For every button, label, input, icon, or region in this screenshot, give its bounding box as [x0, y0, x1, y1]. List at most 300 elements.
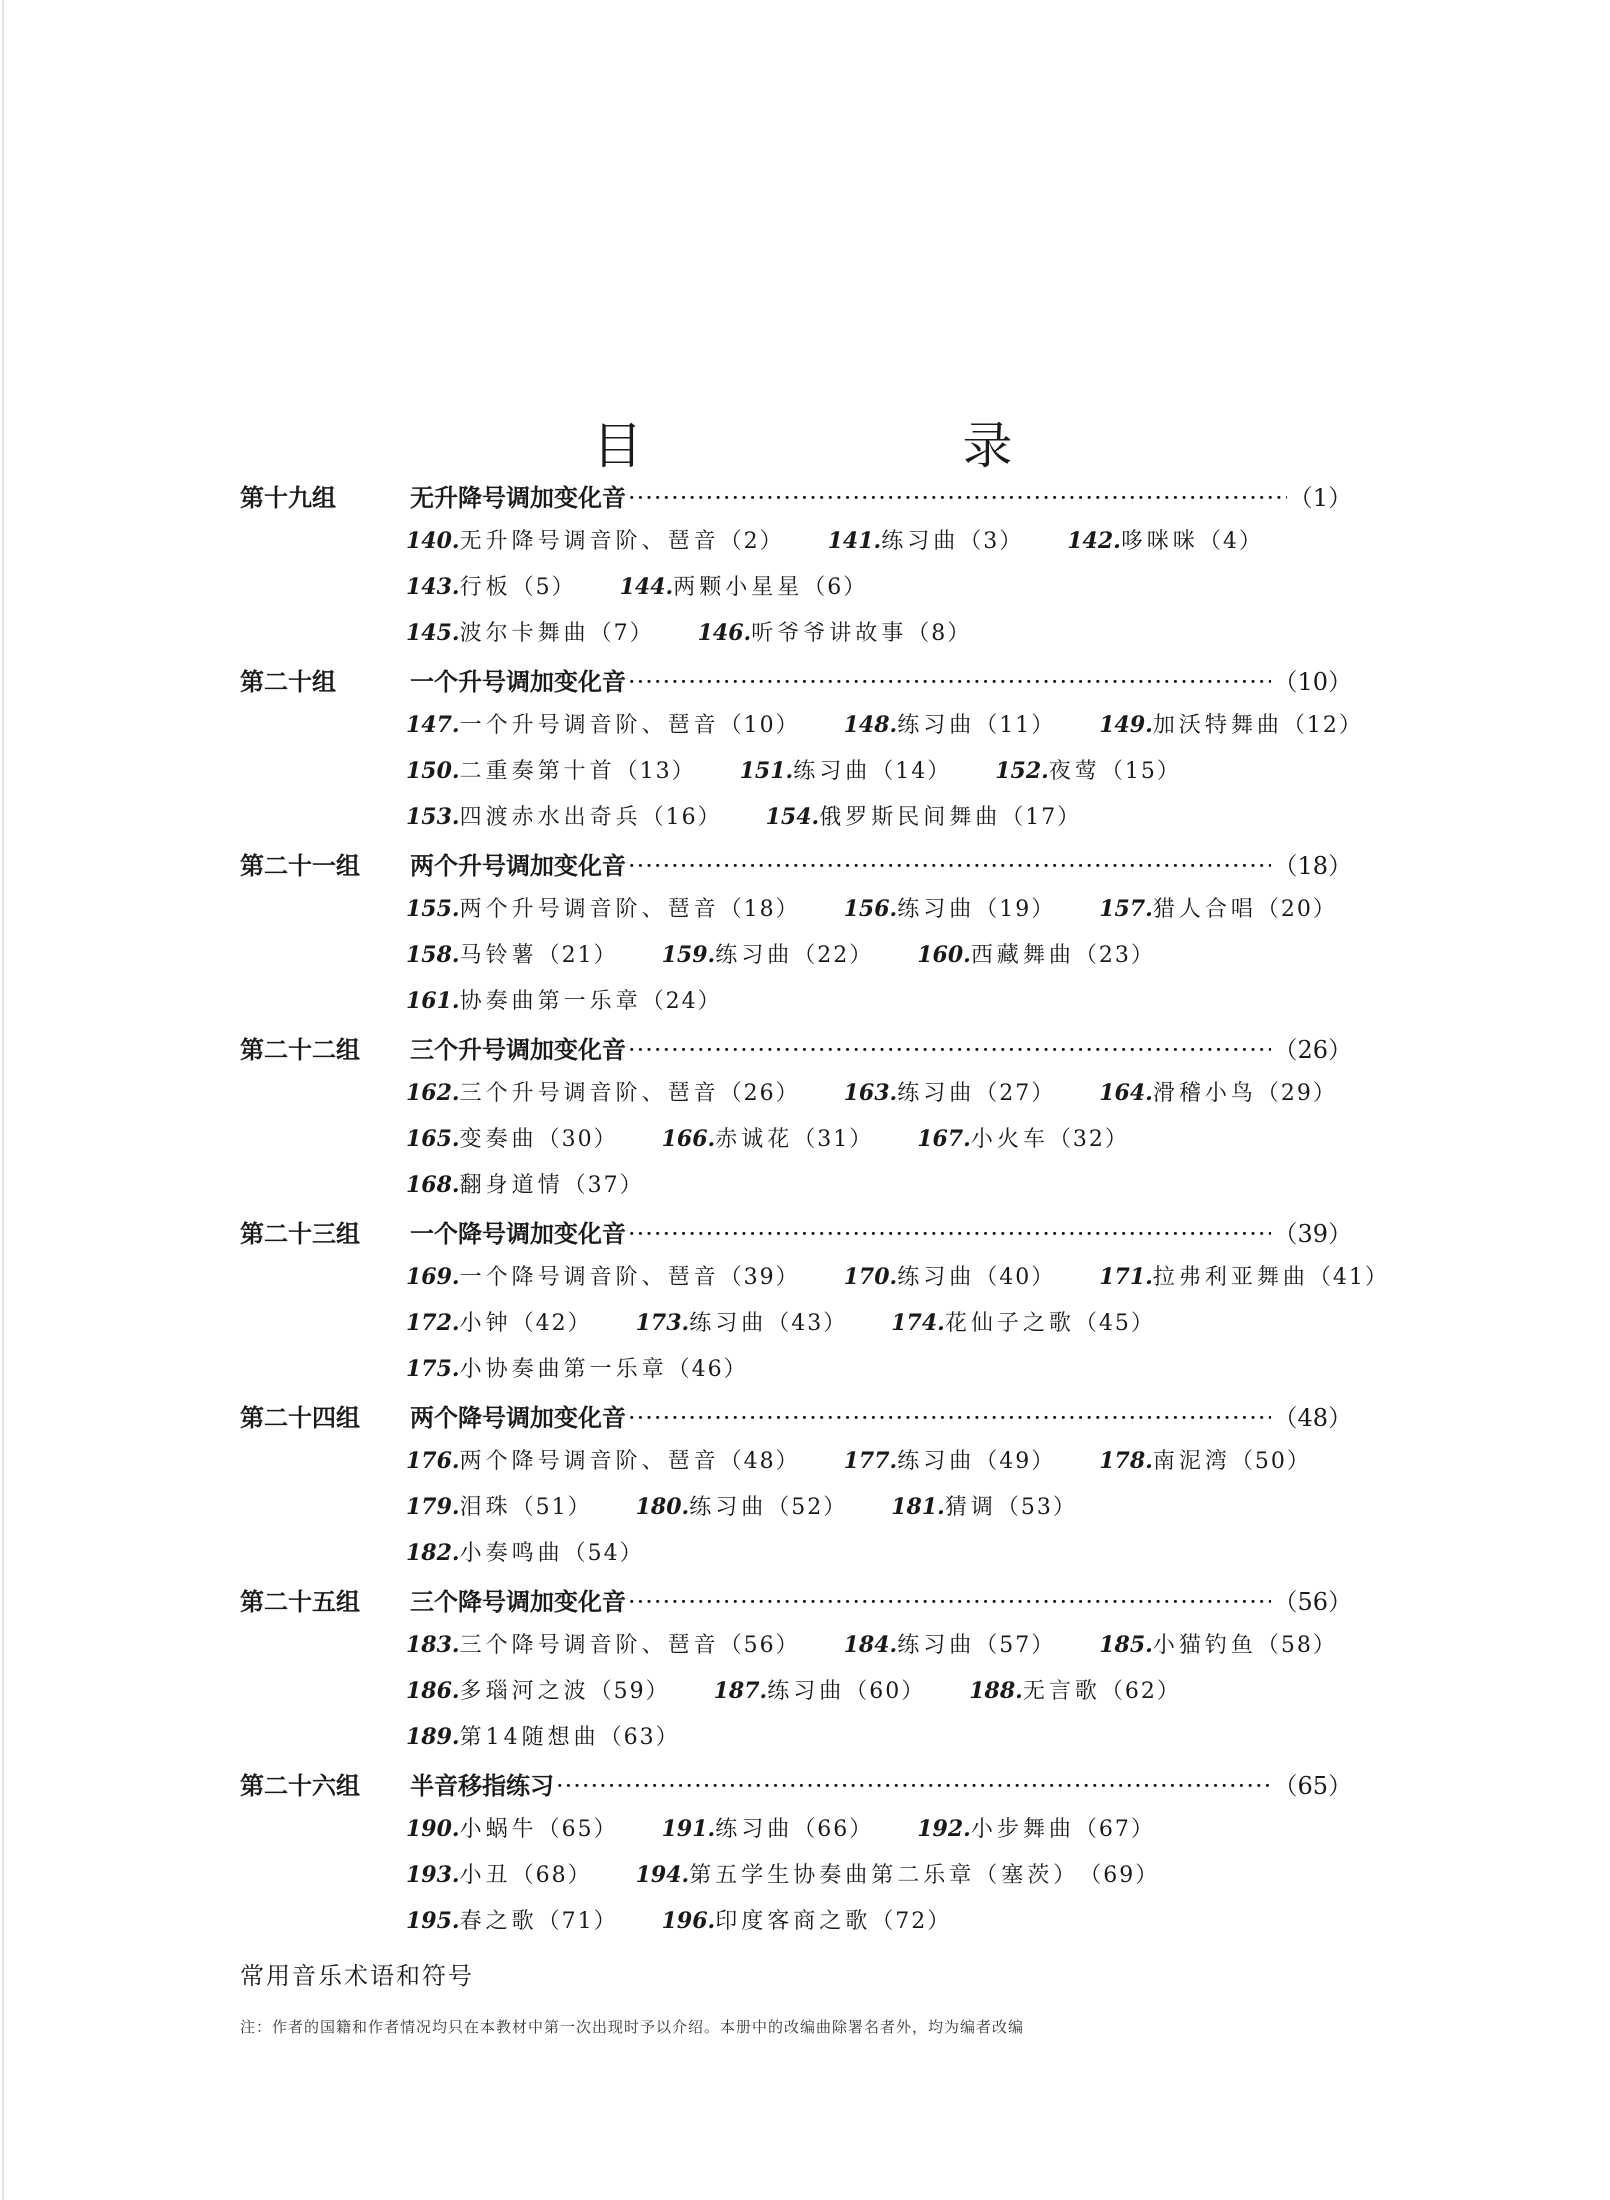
group-page-number: （65） [1273, 1772, 1352, 1800]
group-page-number: （18） [1273, 852, 1352, 880]
entry-page-number: （40） [975, 1265, 1056, 1290]
entry-title: 小丑 [459, 1863, 512, 1888]
group-page-number: （10） [1273, 668, 1352, 696]
toc-entry[interactable] [406, 892, 800, 923]
toc-entry-line [240, 1536, 1352, 1582]
group-label: 第二十五组 [240, 1587, 360, 1616]
group-label: 第二十四组 [240, 1403, 360, 1432]
toc-group-heading [240, 1030, 1352, 1076]
toc-group [240, 1582, 1352, 1766]
toc-entry-line [240, 754, 1352, 800]
toc-group [240, 1398, 1352, 1582]
toc-entry-line [240, 1858, 1352, 1904]
entry-number: 170. [843, 1264, 898, 1290]
toc-group [240, 662, 1363, 846]
entry-title: 泪珠 [459, 1495, 512, 1520]
entry-page-number: （23） [1074, 943, 1155, 968]
entry-page-number: （53） [996, 1495, 1077, 1520]
entry-title: 三个降号调音阶、琶音 [459, 1633, 720, 1658]
entry-number: 167. [917, 1126, 971, 1152]
toc-entry-line [240, 570, 1352, 616]
toc-entry[interactable] [636, 1490, 848, 1521]
toc-entry[interactable] [969, 1674, 1181, 1705]
entry-number: 196. [661, 1908, 716, 1934]
entry-number: 187. [713, 1678, 768, 1704]
entry-title: 翻身道情 [459, 1173, 564, 1198]
toc-entry[interactable] [406, 1490, 592, 1521]
toc-entry-line [240, 984, 1352, 1030]
entry-number: 162. [406, 1080, 460, 1106]
group-title: 三个升号调加变化音 [410, 1035, 626, 1064]
toc-entry[interactable] [406, 1720, 680, 1751]
group-title: 两个升号调加变化音 [410, 851, 626, 880]
entry-page-number: （5） [511, 575, 576, 600]
entry-number: 161. [406, 988, 460, 1014]
entry-number: 159. [661, 942, 716, 968]
toc-entry[interactable] [1099, 1076, 1337, 1107]
entry-title: 赤诚花 [715, 1127, 794, 1152]
toc-entry[interactable] [1099, 892, 1337, 923]
entry-title: 听爷爷讲故事 [751, 621, 908, 646]
entry-number: 165. [406, 1126, 460, 1152]
toc-group-heading [240, 1398, 1352, 1444]
entry-page-number: （37） [563, 1173, 644, 1198]
entry-title: 练习曲 [897, 897, 976, 922]
toc-entry[interactable] [1067, 524, 1263, 555]
entry-title: 马铃薯 [459, 943, 538, 968]
entry-number: 142. [1067, 528, 1121, 554]
toc-entry-line [240, 1122, 1352, 1168]
entry-page-number: （69） [1079, 1863, 1160, 1888]
toc-entry[interactable] [766, 800, 1082, 831]
toc-group-heading [240, 1582, 1352, 1628]
entry-page-number: （21） [537, 943, 618, 968]
group-page-number: （56） [1273, 1588, 1352, 1616]
entry-page-number: （15） [1100, 759, 1181, 784]
entry-number: 174. [891, 1310, 945, 1336]
toc-group-heading [240, 846, 1352, 892]
toc-entry-line [240, 1674, 1352, 1720]
entry-number: 171. [1099, 1264, 1153, 1290]
entry-page-number: （50） [1230, 1449, 1311, 1474]
entry-title: 协奏曲第一乐章 [459, 989, 642, 1014]
entry-page-number: （59） [589, 1679, 670, 1704]
entry-page-number: （54） [563, 1541, 644, 1566]
toc-entry[interactable] [891, 1306, 1155, 1337]
toc-entry[interactable] [1099, 1444, 1311, 1475]
toc-entry[interactable] [406, 1122, 618, 1153]
entry-page-number: （46） [667, 1357, 748, 1382]
toc-entry[interactable] [740, 754, 952, 785]
group-label: 第十九组 [240, 483, 336, 512]
toc-entry[interactable] [1099, 708, 1363, 739]
entry-page-number: （48） [719, 1449, 800, 1474]
dot-leader [628, 668, 1271, 696]
entry-title: 俄罗斯民间舞曲 [819, 805, 1002, 830]
entry-page-number: （30） [537, 1127, 618, 1152]
entry-number: 163. [843, 1080, 898, 1106]
toc-entry[interactable] [406, 1444, 800, 1475]
entry-number: 140. [406, 528, 460, 554]
toc-group [240, 1030, 1352, 1214]
toc-entry[interactable] [406, 938, 618, 969]
entry-page-number: （49） [975, 1449, 1056, 1474]
toc-entry[interactable] [406, 1260, 800, 1291]
entry-title: 加沃特舞曲 [1152, 713, 1283, 738]
toc-entry[interactable] [406, 1674, 670, 1705]
entry-page-number: （39） [719, 1265, 800, 1290]
toc-entry-line [240, 1720, 1352, 1766]
toc-entry[interactable] [662, 938, 874, 969]
entry-number: 183. [406, 1632, 460, 1658]
entry-page-number: （43） [767, 1311, 848, 1336]
toc-group-heading [240, 662, 1352, 708]
entry-page-number: （8） [907, 621, 972, 646]
entry-number: 180. [635, 1494, 690, 1520]
toc-entry[interactable] [406, 800, 722, 831]
toc-entry-line [240, 708, 1363, 754]
dot-leader [628, 1588, 1271, 1616]
toc-entry-line [240, 1904, 1352, 1950]
toc-entry[interactable] [891, 1490, 1077, 1521]
entry-page-number: （60） [845, 1679, 926, 1704]
entry-title: 猜调 [944, 1495, 997, 1520]
entry-page-number: （72） [871, 1909, 952, 1934]
entry-number: 143. [406, 574, 460, 600]
entry-page-number: （63） [599, 1725, 680, 1750]
entry-page-number: （7） [589, 621, 654, 646]
entry-number: 155. [406, 896, 460, 922]
toc-entry[interactable] [636, 1306, 848, 1337]
entry-number: 150. [406, 758, 460, 784]
entry-number: 184. [843, 1632, 898, 1658]
entry-number: 179. [406, 1494, 460, 1520]
dot-leader [628, 484, 1287, 512]
toc-entry[interactable] [844, 708, 1056, 739]
toc-group-heading [240, 1214, 1352, 1260]
toc-entry-line [240, 1812, 1352, 1858]
toc-entry-line [240, 1168, 1352, 1214]
entry-title: 练习曲 [689, 1311, 768, 1336]
toc-entry[interactable] [662, 1122, 874, 1153]
entry-number: 194. [635, 1862, 690, 1888]
entry-number: 169. [406, 1264, 460, 1290]
entry-title: 小蜗牛 [459, 1817, 538, 1842]
entry-title: 夜莺 [1048, 759, 1101, 784]
group-title: 两个降号调加变化音 [410, 1403, 626, 1432]
toc-entry-line [240, 800, 1352, 846]
toc-entry[interactable] [828, 524, 1024, 555]
entry-page-number: （41） [1308, 1265, 1389, 1290]
entry-number: 186. [406, 1678, 460, 1704]
toc-entry[interactable] [917, 938, 1155, 969]
entry-page-number: （65） [537, 1817, 618, 1842]
entry-number: 172. [406, 1310, 460, 1336]
toc-entry[interactable] [406, 1076, 800, 1107]
group-title: 一个升号调加变化音 [410, 667, 626, 696]
entry-number: 193. [406, 1862, 460, 1888]
entry-number: 177. [843, 1448, 898, 1474]
entry-page-number: （2） [719, 529, 784, 554]
entry-number: 149. [1099, 712, 1153, 738]
group-page-number: （39） [1273, 1220, 1352, 1248]
entry-number: 151. [739, 758, 794, 784]
entry-page-number: （52） [767, 1495, 848, 1520]
entry-number: 175. [406, 1356, 460, 1382]
entry-title: 练习曲 [897, 1633, 976, 1658]
toc-entry[interactable] [714, 1674, 926, 1705]
toc-group-heading [240, 478, 1352, 524]
entry-title: 小步舞曲 [970, 1817, 1075, 1842]
entry-number: 147. [406, 712, 460, 738]
entry-number: 158. [406, 942, 460, 968]
toc-entry[interactable] [406, 616, 654, 647]
group-label: 第二十组 [240, 667, 336, 696]
entry-title: 练习曲 [793, 759, 872, 784]
entry-number: 185. [1099, 1632, 1153, 1658]
entry-title: 哆咪咪 [1120, 529, 1199, 554]
toc-entry[interactable] [406, 754, 696, 785]
toc-entry[interactable] [662, 1812, 874, 1843]
dot-leader [556, 1772, 1271, 1800]
toc-entry[interactable] [406, 1628, 800, 1659]
entry-page-number: （45） [1074, 1311, 1155, 1336]
entry-page-number: （10） [719, 713, 800, 738]
toc-entry-line [240, 1352, 1352, 1398]
group-title: 三个降号调加变化音 [410, 1587, 626, 1616]
toc-entry[interactable] [844, 892, 1056, 923]
toc-entry[interactable] [917, 1122, 1129, 1153]
group-page-number: （1） [1288, 484, 1352, 512]
toc-entry[interactable] [406, 1306, 592, 1337]
toc-entry-line [240, 1260, 1389, 1306]
entry-number: 195. [406, 1908, 460, 1934]
entry-page-number: （6） [803, 575, 868, 600]
entry-title: 南泥湾 [1152, 1449, 1231, 1474]
entry-number: 146. [697, 620, 752, 646]
entry-number: 157. [1099, 896, 1153, 922]
entry-page-number: （14） [871, 759, 952, 784]
group-label: 第二十一组 [240, 851, 360, 880]
toc-entry[interactable] [406, 1536, 644, 1567]
entry-title: 波尔卡舞曲 [459, 621, 590, 646]
entry-number: 164. [1099, 1080, 1153, 1106]
group-label: 第二十二组 [240, 1035, 360, 1064]
group-label: 第二十三组 [240, 1219, 360, 1248]
entry-title: 练习曲 [897, 1081, 976, 1106]
toc-entry-line [240, 1076, 1352, 1122]
toc-group [240, 478, 1352, 662]
entry-number: 181. [891, 1494, 945, 1520]
entry-number: 154. [765, 804, 820, 830]
page-edge [2, 0, 4, 2200]
toc-group-heading [240, 1766, 1352, 1812]
entry-number: 156. [843, 896, 898, 922]
entry-page-number: （17） [1001, 805, 1082, 830]
entry-number: 188. [969, 1678, 1023, 1704]
toc-entry[interactable] [406, 1352, 748, 1383]
entry-title: 练习曲 [715, 943, 794, 968]
entry-page-number: （67） [1074, 1817, 1155, 1842]
group-label: 第二十六组 [240, 1771, 360, 1800]
entry-page-number: （18） [719, 897, 800, 922]
entry-page-number: （56） [719, 1633, 800, 1658]
toc-entry-line [240, 938, 1352, 984]
entry-title: 无言歌 [1022, 1679, 1101, 1704]
footnote: 注：作者的国籍和作者情况均只在本教材中第一次出现时予以介绍。本册中的改编曲除署名者外，均为编者改编 [240, 2018, 1025, 2036]
group-page-number: （48） [1273, 1404, 1352, 1432]
entry-title: 印度客商之歌 [715, 1909, 872, 1934]
toc-entry[interactable] [406, 1812, 618, 1843]
entry-number: 191. [661, 1816, 716, 1842]
toc-entry[interactable] [844, 1260, 1056, 1291]
entry-number: 153. [406, 804, 460, 830]
entry-title: 多瑙河之波 [459, 1679, 590, 1704]
toc-entry[interactable] [1099, 1628, 1337, 1659]
entry-page-number: （51） [511, 1495, 592, 1520]
table-of-contents [240, 478, 1389, 1950]
toc-entry[interactable] [406, 1168, 644, 1199]
toc-entry[interactable] [636, 1858, 1160, 1889]
entry-page-number: （57） [975, 1633, 1056, 1658]
entry-number: 168. [406, 1172, 460, 1198]
dot-leader [628, 1036, 1271, 1064]
entry-title: 四渡赤水出奇兵 [459, 805, 642, 830]
entry-page-number: （62） [1100, 1679, 1181, 1704]
entry-page-number: （27） [975, 1081, 1056, 1106]
toc-entry[interactable] [844, 1076, 1056, 1107]
entry-title: 练习曲 [689, 1495, 768, 1520]
entry-title: 小奏鸣曲 [459, 1541, 564, 1566]
toc-group [240, 1766, 1352, 1950]
entry-page-number: （16） [641, 805, 722, 830]
entry-title: 小钟 [459, 1311, 512, 1336]
entry-page-number: （29） [1256, 1081, 1337, 1106]
group-title: 半音移指练习 [410, 1771, 554, 1800]
toc-entry[interactable] [406, 570, 576, 601]
entry-title: 练习曲 [897, 1265, 976, 1290]
entry-page-number: （24） [641, 989, 722, 1014]
toc-entry[interactable] [995, 754, 1181, 785]
entry-number: 173. [635, 1310, 690, 1336]
toc-entry[interactable] [844, 1628, 1056, 1659]
group-title: 一个降号调加变化音 [410, 1219, 626, 1248]
toc-entry[interactable] [844, 1444, 1056, 1475]
entry-number: 145. [406, 620, 460, 646]
entry-title: 变奏曲 [459, 1127, 538, 1152]
entry-page-number: （68） [511, 1863, 592, 1888]
entry-title: 拉弗利亚舞曲 [1152, 1265, 1309, 1290]
toc-entry[interactable] [406, 984, 722, 1015]
entry-title: 练习曲 [767, 1679, 846, 1704]
toc-entry[interactable] [620, 570, 868, 601]
toc-entry[interactable] [662, 1904, 952, 1935]
entry-title: 练习曲 [715, 1817, 794, 1842]
entry-number: 148. [843, 712, 898, 738]
entry-title: 两颗小星星 [673, 575, 804, 600]
entry-number: 141. [827, 528, 882, 554]
entry-title: 西藏舞曲 [970, 943, 1075, 968]
entry-title: 第五学生协奏曲第二乐章（塞茨） [689, 1863, 1080, 1888]
entry-title: 小火车 [970, 1127, 1049, 1152]
toc-entry-line [240, 1444, 1352, 1490]
entry-title: 滑稽小鸟 [1152, 1081, 1257, 1106]
page-title: 目 录 [592, 416, 1148, 475]
entry-number: 176. [406, 1448, 460, 1474]
entry-page-number: （32） [1048, 1127, 1129, 1152]
footer-heading: 常用音乐术语和符号 [240, 1962, 474, 1990]
entry-page-number: （13） [615, 759, 696, 784]
dot-leader [628, 852, 1271, 880]
entry-title: 行板 [459, 575, 512, 600]
entry-title: 练习曲 [897, 1449, 976, 1474]
entry-number: 178. [1099, 1448, 1153, 1474]
toc-entry[interactable] [1099, 1260, 1389, 1291]
entry-number: 160. [917, 942, 971, 968]
entry-number: 189. [406, 1724, 460, 1750]
entry-page-number: （31） [793, 1127, 874, 1152]
entry-number: 182. [406, 1540, 460, 1566]
entry-title: 小猫钓鱼 [1152, 1633, 1257, 1658]
entry-title: 两个升号调音阶、琶音 [459, 897, 720, 922]
entry-title: 三个升号调音阶、琶音 [459, 1081, 720, 1106]
entry-title: 第14随想曲 [459, 1725, 600, 1750]
entry-number: 166. [661, 1126, 716, 1152]
toc-entry[interactable] [917, 1812, 1155, 1843]
entry-page-number: （3） [959, 529, 1024, 554]
toc-entry-line [240, 892, 1352, 938]
entry-page-number: （42） [511, 1311, 592, 1336]
dot-leader [628, 1220, 1271, 1248]
entry-title: 无升降号调音阶、琶音 [459, 529, 720, 554]
entry-title: 一个降号调音阶、琶音 [459, 1265, 720, 1290]
toc-entry-line [240, 1306, 1352, 1352]
entry-title: 春之歌 [459, 1909, 538, 1934]
entry-page-number: （11） [975, 713, 1056, 738]
toc-entry-line [240, 524, 1352, 570]
toc-group [240, 1214, 1389, 1398]
toc-entry[interactable] [406, 1858, 592, 1889]
entry-title: 小协奏曲第一乐章 [459, 1357, 668, 1382]
entry-page-number: （58） [1256, 1633, 1337, 1658]
toc-entry[interactable] [406, 524, 784, 555]
entry-number: 144. [619, 574, 674, 600]
entry-page-number: （20） [1256, 897, 1337, 922]
entry-title: 练习曲 [897, 713, 976, 738]
toc-entry[interactable] [698, 616, 972, 647]
entry-number: 152. [995, 758, 1049, 784]
entry-number: 190. [406, 1816, 460, 1842]
toc-entry[interactable] [406, 708, 800, 739]
entry-title: 一个升号调音阶、琶音 [459, 713, 720, 738]
toc-entry-line [240, 1628, 1352, 1674]
entry-page-number: （71） [537, 1909, 618, 1934]
entry-title: 二重奏第十首 [459, 759, 616, 784]
entry-page-number: （12） [1282, 713, 1363, 738]
entry-title: 练习曲 [881, 529, 960, 554]
toc-entry-line [240, 1490, 1352, 1536]
entry-page-number: （22） [793, 943, 874, 968]
entry-page-number: （19） [975, 897, 1056, 922]
toc-group [240, 846, 1352, 1030]
dot-leader [628, 1404, 1271, 1432]
entry-page-number: （26） [719, 1081, 800, 1106]
toc-entry-line [240, 616, 1352, 662]
group-page-number: （26） [1273, 1036, 1352, 1064]
entry-page-number: （4） [1198, 529, 1263, 554]
toc-entry[interactable] [406, 1904, 618, 1935]
group-title: 无升降号调加变化音 [410, 483, 626, 512]
